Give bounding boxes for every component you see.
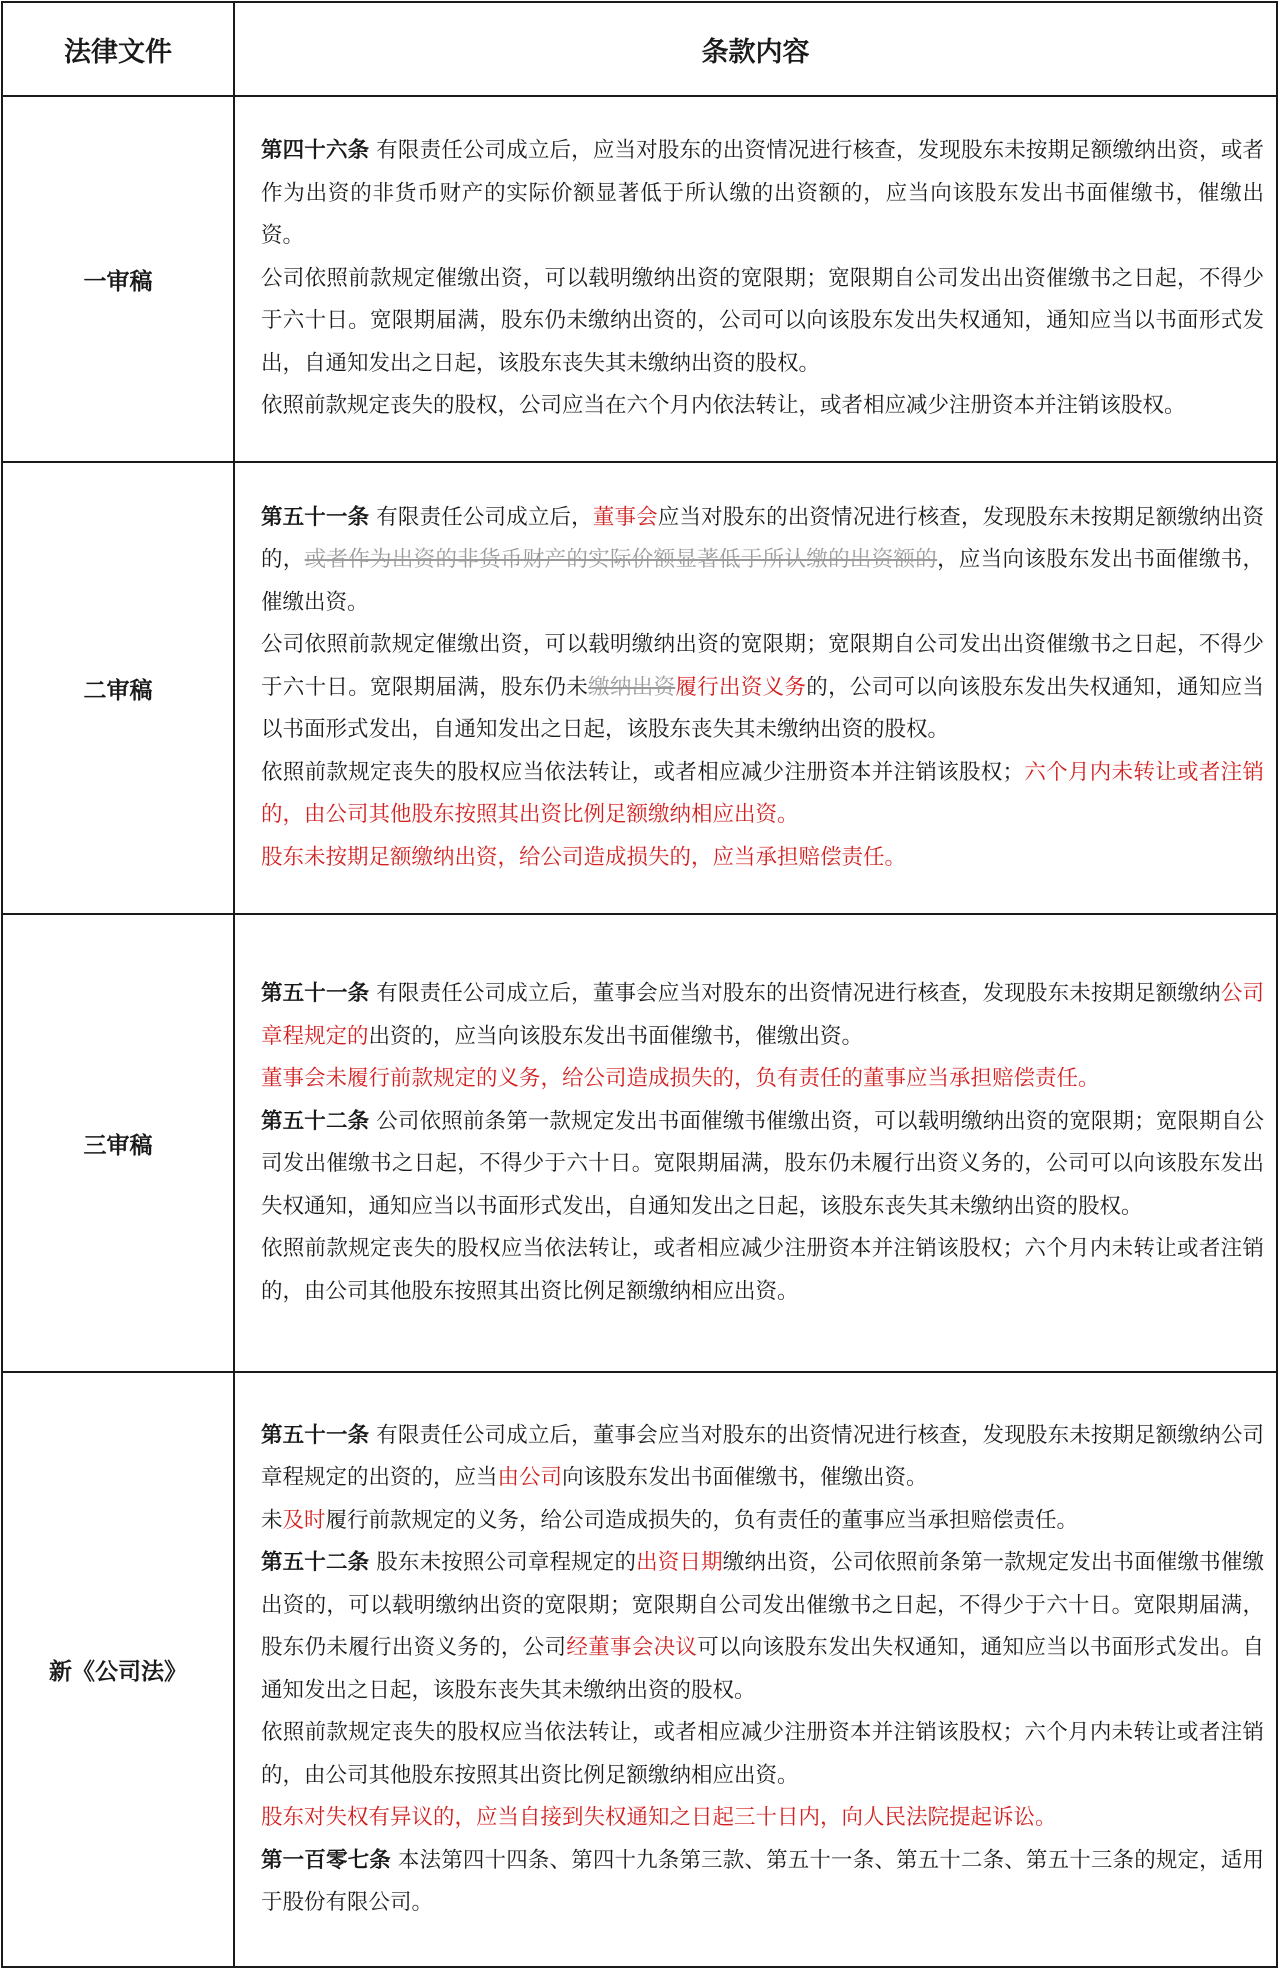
clause-paragraph [261, 624, 1264, 752]
clause-paragraph [261, 1542, 1264, 1712]
clause-paragraph [261, 130, 1264, 258]
added-text: 公司章程规定的 [261, 981, 1264, 1049]
clause-text: 缴纳出资，公司依照前条第一款规定发出书面催缴书催缴出资的，可以载明缴纳出资的宽限期；宽限期自公司发出催缴书之日起，不得少于六十日。宽限期届满，股东仍未履行出资义务的，公司 [261, 1550, 1264, 1660]
article-number: 第四十六条 [261, 138, 370, 164]
header-content: 条款内容 [234, 2, 1277, 96]
deleted-text: 缴纳出资 [588, 674, 676, 700]
clause-text: 依照前款规定丧失的股权应当依法转让，或者相应减少注册资本并注销该股权；六个月内未转让或者注销的，由公司其他股东按照其出资比例足额缴纳相应出资。 [261, 1720, 1264, 1788]
added-text: 由公司 [497, 1465, 563, 1490]
clause-paragraph [261, 1797, 1264, 1840]
added-text: 出资日期 [636, 1550, 723, 1575]
clause-text: 有限责任公司成立后，董事会应当对股东的出资情况进行核查，发现股东未按期足额缴纳 [369, 981, 1221, 1006]
clause-paragraph [261, 1712, 1264, 1797]
clause-paragraph [261, 1415, 1264, 1500]
article-number: 第五十一条 [261, 504, 370, 530]
clause-text: 的，公司可以向该股东发出失权通知，通知应当以书面形式发出，自通知发出之日起，该股东丧失其未缴纳出资的股权。 [261, 674, 1264, 743]
clause-paragraph [261, 837, 1264, 880]
clause-text: 本法第四十四条、第四十九条第三款、第五十一条、第五十二条、第五十三条的规定，适用于股份有限公司。 [261, 1847, 1264, 1915]
clause-content [234, 96, 1277, 462]
clause-text: 股东未按照公司章程规定的 [369, 1550, 637, 1575]
clause-paragraph [261, 497, 1264, 625]
article-number: 第一百零七条 [261, 1847, 391, 1873]
clause-paragraph [261, 1228, 1264, 1313]
clause-text: 出资的，应当向该股东发出书面催缴书，催缴出资。 [368, 1023, 864, 1049]
table-row [2, 914, 1277, 1372]
clause-text: 依照前款规定丧失的股权，公司应当在六个月内依法转让，或者相应减少注册资本并注销该股权。 [261, 393, 1186, 419]
clause-text: 公司依照前款规定催缴出资，可以载明缴纳出资的宽限期；宽限期自公司发出出资催缴书之日起，不得少于六十日。宽限期届满，股东仍未缴纳出资的，公司可以向该股东发出失权通知，通知应当以书面形式发出，自通知发出之日起，该股东丧失其未缴纳出资的股权。 [261, 265, 1264, 376]
clause-text: 公司依照前款规定催缴出资，可以载明缴纳出资的宽限期；宽限期自公司发出出资催缴书之日起，不得少于六十日。宽限期届满，股东仍未 [261, 632, 1264, 700]
document-name: 新《公司法》 [2, 1372, 234, 1967]
clause-text: 依照前款规定丧失的股权应当依法转让，或者相应减少注册资本并注销该股权；六个月内未转让或者注销的，由公司其他股东按照其出资比例足额缴纳相应出资。 [261, 1236, 1264, 1304]
clause-text: 依照前款规定丧失的股权应当依法转让，或者相应减少注册资本并注销该股权； [261, 759, 1025, 785]
clause-text: ，应当向该股东发出书面催缴书，催缴出资。 [261, 547, 1264, 615]
added-text: 履行出资义务 [675, 674, 807, 700]
article-number: 第五十二条 [261, 1108, 370, 1134]
clause-text: 履行前款规定的义务，给公司造成损失的，负有责任的董事应当承担赔偿责任。 [325, 1507, 1079, 1533]
document-name: 三审稿 [2, 914, 234, 1372]
deleted-text: 或者作为出资的非货币财产的实际价额显著低于所认缴的出资额的 [304, 547, 938, 573]
clause-paragraph [261, 1058, 1264, 1101]
document-name: 二审稿 [2, 462, 234, 914]
article-number: 第五十二条 [261, 1550, 370, 1575]
added-text: 董事会 [592, 504, 658, 530]
clause-content [234, 462, 1277, 914]
clause-text: 应当对股东的出资情况进行核查，发现股东未按期足额缴纳出资的， [261, 504, 1264, 573]
article-number: 第五十一条 [261, 1422, 370, 1448]
clause-text: 有限责任公司成立后，应当对股东的出资情况进行核查，发现股东未按期足额缴纳出资，或者作为出资的非货币财产的实际价额显著低于所认缴的出资额的，应当向该股东发出书面催缴书，催缴出资。 [261, 138, 1264, 249]
table-row [2, 96, 1277, 462]
clause-paragraph [261, 973, 1264, 1058]
added-text: 董事会未履行前款规定的义务，给公司造成损失的，负有责任的董事应当承担赔偿责任。 [261, 1066, 1100, 1091]
table-row [2, 1372, 1277, 1967]
header-document: 法律文件 [2, 2, 234, 96]
table-row [2, 462, 1277, 914]
header-row [2, 2, 1277, 96]
article-number: 第五十一条 [261, 981, 370, 1006]
added-text: 六个月内未转让或者注销的，由公司其他股东按照其出资比例足额缴纳相应出资。 [261, 759, 1264, 828]
clause-paragraph [261, 752, 1264, 837]
clause-text: 向该股东发出书面催缴书，催缴出资。 [562, 1465, 928, 1490]
clause-text: 有限责任公司成立后，董事会应当对股东的出资情况进行核查，发现股东未按期足额缴纳公司章程规定的出资的，应当 [261, 1422, 1264, 1490]
clause-text: 未 [261, 1507, 283, 1533]
clause-paragraph [261, 1840, 1264, 1925]
added-text: 经董事会决议 [566, 1635, 698, 1660]
clause-paragraph [261, 1500, 1264, 1543]
comparison-table [1, 1, 1278, 1968]
clause-paragraph [261, 1101, 1264, 1229]
clause-content [234, 1372, 1277, 1967]
clause-text: 公司依照前条第一款规定发出书面催缴书催缴出资，可以载明缴纳出资的宽限期；宽限期自公司发出催缴书之日起，不得少于六十日。宽限期届满，股东仍未履行出资义务的，公司可以向该股东发出失权通知，通知应当以书面形式发出，自通知发出之日起，该股东丧失其未缴纳出资的股权。 [261, 1108, 1264, 1219]
added-text: 股东未按期足额缴纳出资，给公司造成损失的，应当承担赔偿责任。 [261, 844, 907, 870]
document-name: 一审稿 [2, 96, 234, 462]
clause-text: 可以向该股东发出失权通知，通知应当以书面形式发出。自通知发出之日起，该股东丧失其未缴纳出资的股权。 [261, 1635, 1264, 1703]
added-text: 股东对失权有异议的，应当自接到失权通知之日起三十日内，向人民法院提起诉讼。 [261, 1805, 1057, 1830]
clause-paragraph [261, 385, 1264, 428]
added-text: 及时 [282, 1507, 326, 1533]
clause-text: 有限责任公司成立后， [369, 504, 593, 530]
clause-content [234, 914, 1277, 1372]
clause-paragraph [261, 258, 1264, 386]
